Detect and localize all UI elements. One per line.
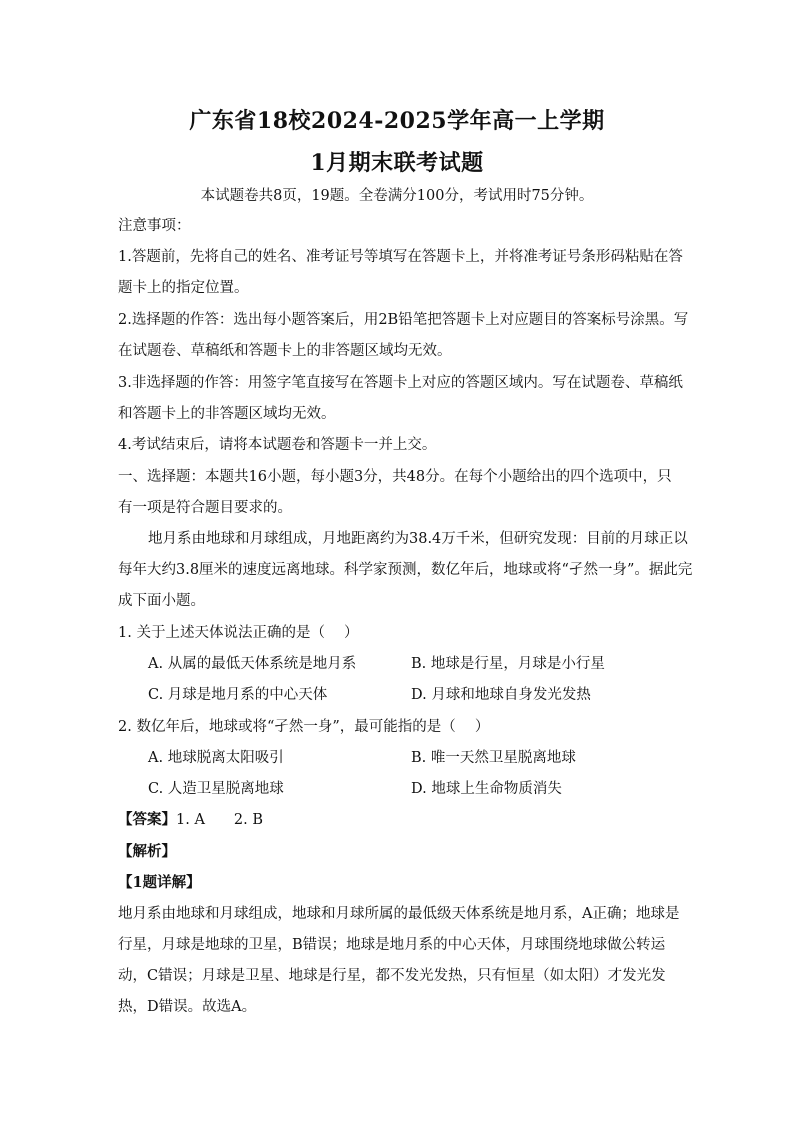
question-option: D. 月球和地球自身发光发热: [411, 687, 591, 703]
question-option: C. 人造卫星脱离地球: [148, 781, 284, 797]
analysis-line: 地月系由地球和月球组成，地球和月球所属的最低级天体系统是地月系，A正确；地球是: [118, 906, 680, 922]
analysis-sub-label: 【1题详解】: [118, 874, 201, 891]
question-option: B. 唯一天然卫星脱离地球: [411, 750, 576, 766]
answer-line: [118, 810, 263, 830]
analysis-label: 【解析】: [118, 843, 176, 860]
exam-title-line2: 1月期末联考试题: [310, 150, 484, 176]
answer-text: 1. A 2. B: [176, 812, 264, 828]
section-heading: 有一项是符合题目要求的。: [118, 500, 292, 516]
question-option: C. 月球是地月系的中心天体: [148, 687, 328, 703]
question-option: D. 地球上生命物质消失: [411, 781, 562, 797]
analysis-line: 热，D错误。故选A。: [118, 999, 257, 1015]
section-heading: 一、选择题：本题共16小题，每小题3分，共48分。在每个小题给出的四个选项中，只: [118, 469, 672, 485]
question-option: A. 地球脱离太阳吸引: [148, 750, 284, 766]
notes-line: 题卡上的指定位置。: [118, 280, 249, 296]
analysis-line: 动，C错误；月球是卫星、地球是行星，都不发光发热，只有恒星（如太阳）才发光发: [118, 968, 666, 984]
notes-line: 1.答题前，先将自己的姓名、准考证号等填写在答题卡上，并将准考证号条形码粘贴在答: [118, 249, 683, 265]
exam-subtitle: 本试题卷共8页，19题。全卷满分100分，考试用时75分钟。: [200, 188, 594, 204]
notes-line: 4.考试结束后，请将本试题卷和答题卡一并上交。: [118, 437, 437, 453]
exam-title-line1: 广东省18校2024-2025学年高一上学期: [189, 108, 605, 134]
notes-line: 2.选择题的作答：选出每小题答案后，用2B铅笔把答题卡上对应题目的答案标号涂黑。写: [118, 312, 689, 328]
notes-line: 和答题卡上的非答题区域均无效。: [118, 406, 336, 422]
passage-line: 地月系由地球和月球组成，月地距离约为38.4万千米，但研究发现：目前的月球正以: [148, 531, 688, 547]
notes-line: 3.非选择题的作答：用签字笔直接写在答题卡上对应的答题区域内。写在试题卷、草稿纸: [118, 375, 683, 391]
answer-label: 【答案】: [118, 811, 176, 828]
question-option: A. 从属的最低天体系统是地月系: [148, 656, 357, 672]
notes-line: 在试题卷、草稿纸和答题卡上的非答题区域均无效。: [118, 343, 452, 359]
analysis-line: 行星，月球是地球的卫星，B错误；地球是地月系的中心天体，月球围绕地球做公转运: [118, 937, 666, 953]
question-stem: 1. 关于上述天体说法正确的是（ ）: [118, 625, 359, 641]
question-stem: 2. 数亿年后，地球或将“孑然一身”，最可能指的是（ ）: [118, 719, 490, 735]
passage-line: 成下面小题。: [118, 593, 205, 609]
notes-heading: 注意事项：: [118, 218, 191, 234]
passage-line: 每年大约3.8厘米的速度远离地球。科学家预测，数亿年后，地球或将“孑然一身”。据此完: [118, 562, 693, 578]
question-option: B. 地球是行星，月球是小行星: [411, 656, 605, 672]
